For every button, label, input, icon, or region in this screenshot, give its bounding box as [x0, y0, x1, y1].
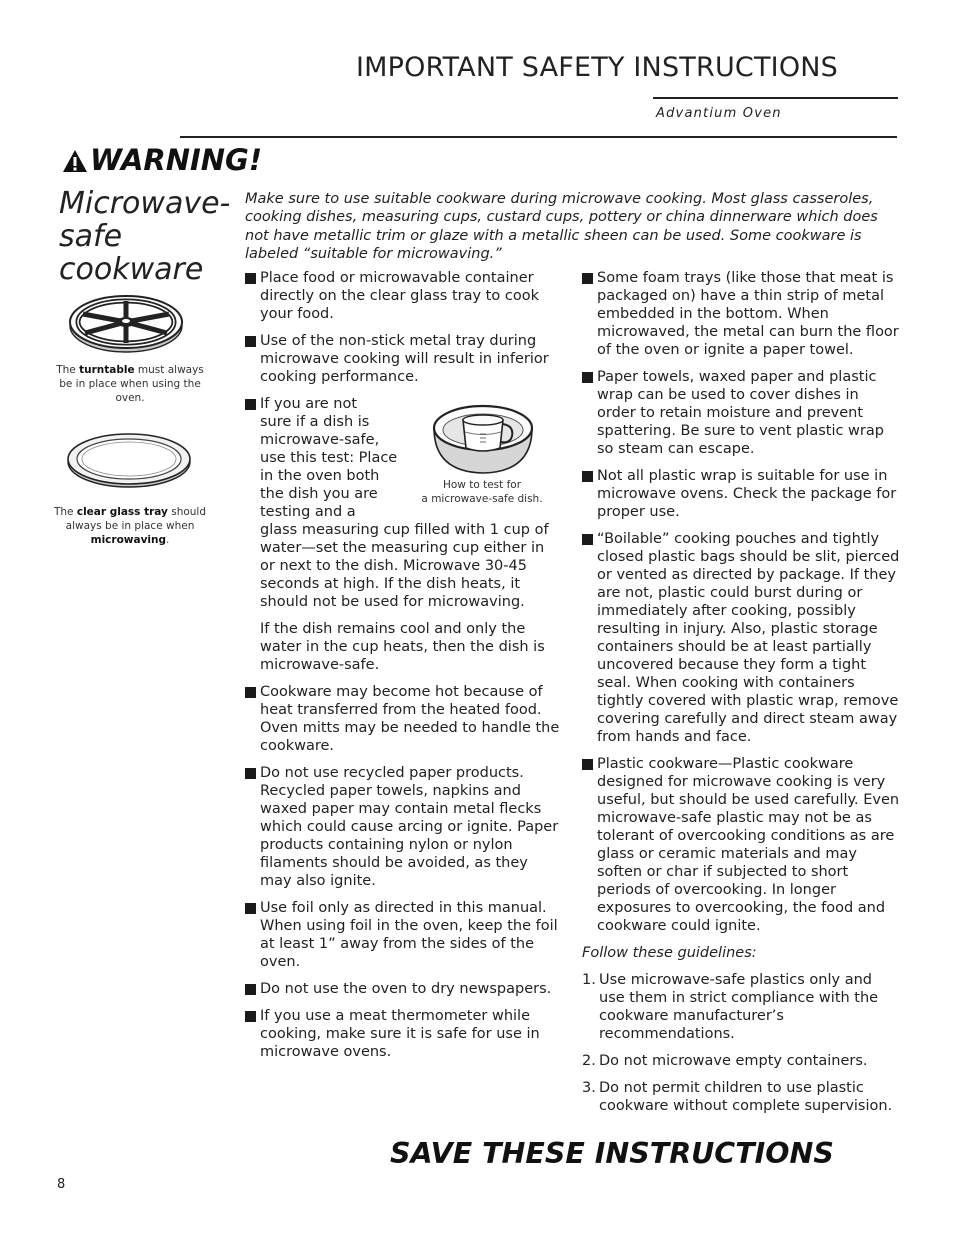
- bullet-square-icon: [582, 273, 593, 284]
- list-item: Paper towels, waxed paper and plastic wrap can be used to cover dishes in order to retain moisture and prevent spattering. Be sure to vent plastic wrap so steam can escape.: [582, 368, 900, 458]
- product-subtitle: Advantium Oven: [656, 106, 782, 121]
- bullet-square-icon: [245, 984, 256, 995]
- list-item: If you use a meat thermometer while cooking, make sure it is safe for use in microwave ovens.: [245, 1007, 563, 1061]
- guideline-item: 1. Use microwave-safe plastics only and use them in strict compliance with the cookware manufacturer’s recommendations.: [582, 972, 879, 1042]
- list-item: Use of the non-stick metal tray during microwave cooking will result in inferior cooking performance.: [245, 332, 563, 386]
- dish-test-lead-line: in the oven both: [260, 468, 380, 484]
- dish-test-lead-line: testing and a: [260, 504, 356, 520]
- guideline-item: 2. Do not microwave empty containers.: [582, 1053, 868, 1069]
- dish-test-lead-line: sure if a dish is: [260, 414, 370, 430]
- dish-test-caption: How to test for a microwave-safe dish.: [421, 479, 543, 505]
- list-item: Use foil only as directed in this manual. When using foil in the oven, keep the foil at least 1” away from the sides of the oven.: [245, 899, 563, 971]
- guidelines-label: Follow these guidelines:: [582, 945, 757, 961]
- header-rule-short: [653, 97, 898, 99]
- right-column: [582, 269, 900, 1124]
- glass-tray-caption: The clear glass tray should always be in place when microwaving.: [53, 506, 207, 546]
- dish-test-lead-line: use this test: Place: [260, 450, 398, 466]
- header-rule-long: [180, 136, 897, 138]
- guideline-item: 3. Do not permit children to use plastic cookware without complete supervision.: [582, 1080, 893, 1114]
- list-item: Plastic cookware—Plastic cookware designed for microwave cooking is very useful, but should be used carefully. Even microwave-safe plastic may not be as tolerant of overcooking conditions as are glass or ceramic materials and may soften or char if subjected to short periods of overcooking. In longer exposures to overcooking, the food and cookware could ignite.: [582, 755, 900, 935]
- bullet-square-icon: [582, 759, 593, 770]
- bullet-square-icon: [245, 768, 256, 779]
- warning-heading: [62, 143, 262, 177]
- dish-test-result: If the dish remains cool and only the water in the cup heats, then the dish is microwave-safe.: [260, 621, 545, 673]
- glass-tray-illustration: [64, 430, 194, 490]
- bullet-square-icon: [582, 471, 593, 482]
- list-item-dish-test: If you are not sure if a dish is microwave-safe, use this test: Place in the oven both the dish you are testing and a glass measuring cup filled with 1 cup of water—set the measuring cup either in or next to the dish. Microwave 30-45 seconds at high. If the dish heats, it should not be used for microwaving.: [245, 395, 563, 611]
- dish-test-lead-line: the dish you are: [260, 486, 378, 502]
- list-item: Do not use recycled paper products. Recycled paper towels, napkins and waxed paper may contain metal flecks which could cause arcing or ignite. Paper products containing nylon or nylon filaments should be avoided, as they may also ignite.: [245, 764, 563, 890]
- list-item: Not all plastic wrap is suitable for use in microwave ovens. Check the package for proper use.: [582, 467, 900, 521]
- list-item: Some foam trays (like those that meat is packaged on) have a thin strip of metal embedded in the bottom. When microwaved, the metal can burn the floor of the oven or ignite a paper towel.: [582, 269, 900, 359]
- bullet-square-icon: [245, 336, 256, 347]
- turntable-caption: The turntable must always be in place when using the oven.: [56, 364, 204, 404]
- page-number: 8: [57, 1177, 66, 1192]
- turntable-illustration: [66, 292, 186, 354]
- page-header-title: IMPORTANT SAFETY INSTRUCTIONS: [356, 52, 839, 83]
- bullet-square-icon: [245, 399, 256, 410]
- bullet-square-icon: [582, 534, 593, 545]
- list-item: “Boilable” cooking pouches and tightly closed plastic bags should be slit, pierced or vented as directed by package. If they are not, plastic could burst during or immediately after cooking, possibly resulting in injury. Also, plastic storage containers should be at least partially uncovered because they form a tight seal. When cooking with containers tightly covered with plastic wrap, remove covering carefully and direct steam away from hands and face.: [582, 530, 900, 746]
- warning-label: WARNING!: [90, 143, 263, 177]
- intro-paragraph: Make sure to use suitable cookware during microwave cooking. Most glass casseroles, cooking dishes, measuring cups, custard cups, pottery or china dinnerware which does not have metallic trim or glaze with a metallic sheen can be used. Some cookware is labeled “suitable for microwaving.”: [245, 191, 878, 262]
- left-column: [245, 269, 563, 1070]
- bullet-square-icon: [245, 903, 256, 914]
- list-item: Do not use the oven to dry newspapers.: [245, 980, 563, 998]
- section-title: Microwave-safe cookware: [59, 186, 231, 287]
- list-item: Place food or microwavable container directly on the clear glass tray to cook your food.: [245, 269, 563, 323]
- bullet-square-icon: [582, 372, 593, 383]
- warning-triangle-icon: [62, 149, 88, 173]
- dish-test-lead-line: microwave-safe,: [260, 432, 380, 448]
- dish-test-lead-line: If you are not: [260, 396, 358, 412]
- bullet-square-icon: [245, 273, 256, 284]
- save-instructions-footer: SAVE THESE INSTRUCTIONS: [390, 1137, 834, 1170]
- bullet-square-icon: [245, 687, 256, 698]
- bullet-square-icon: [245, 1011, 256, 1022]
- dish-test-lead-lines: [260, 395, 563, 521]
- list-item: Cookware may become hot because of heat transferred from the heated food. Oven mitts may be needed to handle the cookware.: [245, 683, 563, 755]
